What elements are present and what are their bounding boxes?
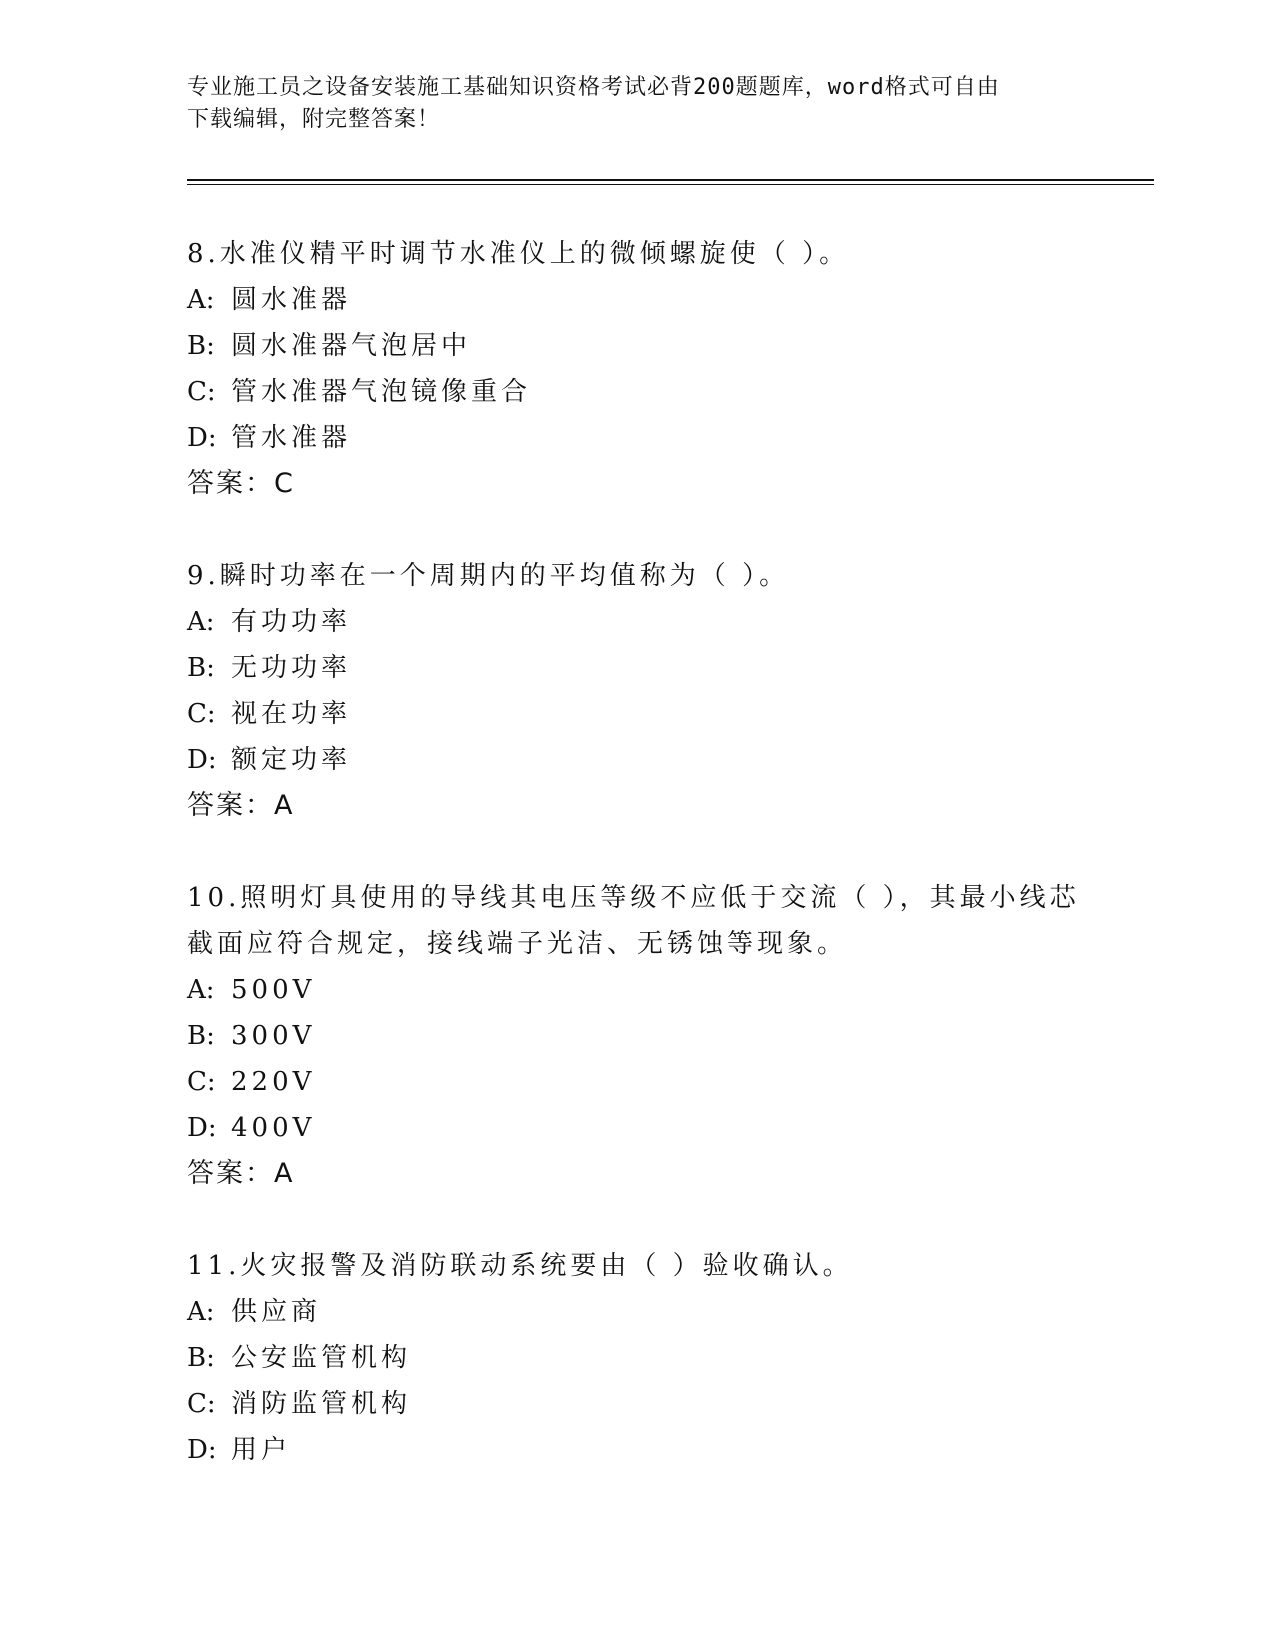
question-answer: 答案：A bbox=[187, 790, 295, 821]
option-key: D: bbox=[187, 1435, 217, 1465]
option-key: B: bbox=[187, 1343, 215, 1373]
option-text: 管水准器 bbox=[231, 423, 352, 453]
option-text: 消防监管机构 bbox=[231, 1389, 412, 1419]
option-text: 400V bbox=[231, 1113, 316, 1143]
option-text: 220V bbox=[231, 1067, 316, 1097]
question-option bbox=[187, 737, 1087, 783]
option-key: C: bbox=[187, 1067, 216, 1097]
question-option bbox=[187, 1335, 1087, 1381]
option-text: 圆水准器气泡居中 bbox=[231, 331, 472, 361]
option-key: D: bbox=[187, 1113, 217, 1143]
option-text: 圆水准器 bbox=[231, 285, 352, 315]
option-key: C: bbox=[187, 1389, 216, 1419]
question-option bbox=[187, 415, 1087, 461]
option-text: 视在功率 bbox=[231, 699, 352, 729]
question-option bbox=[187, 1105, 1087, 1151]
question-stem: 8.水准仪精平时调节水准仪上的微倾螺旋使（ ）。 bbox=[187, 239, 850, 269]
question-spacer bbox=[187, 507, 1087, 553]
question-answer: 答案：A bbox=[187, 1158, 295, 1189]
question-list bbox=[187, 231, 1087, 1473]
option-key: C: bbox=[187, 377, 216, 407]
option-text: 300V bbox=[231, 1021, 316, 1051]
question-option bbox=[187, 967, 1087, 1013]
option-text: 额定功率 bbox=[231, 745, 352, 775]
option-key: B: bbox=[187, 1021, 215, 1051]
option-key: A: bbox=[187, 975, 215, 1005]
option-key: B: bbox=[187, 653, 215, 683]
question-spacer bbox=[187, 1197, 1087, 1243]
option-text: 管水准器气泡镜像重合 bbox=[231, 377, 532, 407]
header-divider-thin bbox=[187, 184, 1154, 185]
question-item bbox=[187, 231, 1087, 507]
header-line-2: 下载编辑，附完整答案！ bbox=[187, 107, 441, 132]
question-option bbox=[187, 369, 1087, 415]
header-divider-thick bbox=[187, 179, 1154, 181]
option-key: A: bbox=[187, 1297, 215, 1327]
option-text: 供应商 bbox=[231, 1297, 322, 1327]
option-text: 无功功率 bbox=[231, 653, 352, 683]
option-key: A: bbox=[187, 285, 215, 315]
question-spacer bbox=[187, 829, 1087, 875]
option-text: 用户 bbox=[231, 1435, 292, 1465]
question-stem: 11.火灾报警及消防联动系统要由（ ）验收确认。 bbox=[187, 1251, 853, 1281]
question-option bbox=[187, 323, 1087, 369]
question-answer: 答案：C bbox=[187, 468, 295, 499]
question-option bbox=[187, 645, 1087, 691]
question-option bbox=[187, 691, 1087, 737]
question-option bbox=[187, 277, 1087, 323]
option-key: D: bbox=[187, 423, 217, 453]
question-option bbox=[187, 1381, 1087, 1427]
option-key: D: bbox=[187, 745, 217, 775]
option-text: 500V bbox=[231, 975, 316, 1005]
option-key: A: bbox=[187, 607, 215, 637]
header-line-1: 专业施工员之设备安装施工基础知识资格考试必背200题题库，word格式可自由 bbox=[187, 75, 1000, 100]
question-option bbox=[187, 1427, 1087, 1473]
question-option bbox=[187, 1289, 1087, 1335]
question-item bbox=[187, 553, 1087, 829]
option-text: 有功功率 bbox=[231, 607, 352, 637]
question-item bbox=[187, 875, 1087, 1197]
question-option bbox=[187, 599, 1087, 645]
question-option bbox=[187, 1059, 1087, 1105]
question-item bbox=[187, 1243, 1087, 1473]
option-key: C: bbox=[187, 699, 216, 729]
question-option bbox=[187, 1013, 1087, 1059]
option-text: 公安监管机构 bbox=[231, 1343, 412, 1373]
question-stem: 10.照明灯具使用的导线其电压等级不应低于交流（ ），其最小线芯截面应符合规定，接线端子光洁、无锈蚀等现象。 bbox=[187, 883, 1080, 959]
option-key: B: bbox=[187, 331, 215, 361]
question-stem: 9.瞬时功率在一个周期内的平均值称为（ ）。 bbox=[187, 561, 790, 591]
document-header bbox=[187, 72, 1087, 136]
